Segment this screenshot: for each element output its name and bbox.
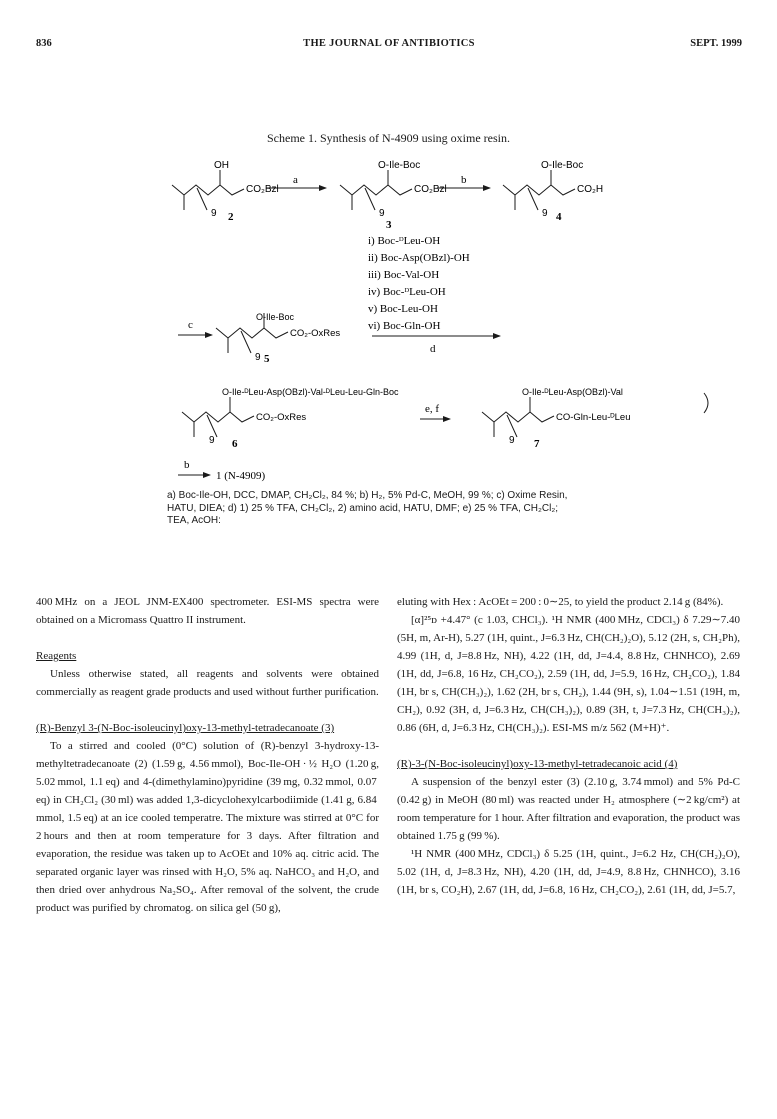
step-d-4: iv) Boc-ᴰLeu-OH	[368, 286, 446, 298]
step-d-6: vi) Boc-Gln-OH	[368, 320, 441, 332]
step-d-5: v) Boc-Leu-OH	[368, 303, 438, 315]
issue-date: SEPT. 1999	[690, 38, 742, 49]
c4-acid: CO₂H	[577, 184, 604, 195]
c5-number: 5	[264, 353, 270, 365]
step-d-3: iii) Boc-Val-OH	[368, 269, 440, 281]
c6-ester: CO₂-OxRes	[256, 412, 307, 423]
c6-substituent: O-Ile-ᴰLeu-Asp(OBzl)-Val-ᴰLeu-Leu-Gln-Boc	[222, 387, 399, 397]
scheme-conditions	[167, 490, 637, 528]
final-product: 1 (N-4909)	[216, 470, 266, 482]
arrow-b-label: b	[461, 174, 467, 186]
c7-end: CO-Gln-Leu-ᴰLeu	[556, 412, 631, 423]
compound-3-nmr: [α]²⁵ᴅ +4.47° (c 1.03, CHCl₃). ¹H NMR (400 MHz, CDCl₃) δ 7.29∼7.40 (5H, m, Ar-H), 5.27 (1H, quint., J=6.3 Hz, CH(CH₂)₂O), 5.12 (2H, s, CH₂Ph), 4.99 (1H, d, J=8.8 Hz, NH), 4.22 (1H, dd, J=4.4, 8.8 Hz, CHNHCO), 2.69 (1H, dd, J=6.8, 16 Hz, CH₂CO₂), 2.59 (1H, dd, J=5.9, 16 Hz, CH₂CO₂), 1.84 (1H, br s, CH(CH₃)₂), 1.62 (2H, br s, CH₂), 1.44 (9H, s), 1.04∼1.51 (19H, m, CH₂), 0.92 (3H, d, J=6.3 Hz, CH(CH₃)₂), 0.89 (3H, t, J=7.3 Hz, CH(CH₃)₂), 0.86 (6H, d, J=6.3 Hz, CH(CH₃)₂). ESI-MS m/z 562 (M+H)⁺.	[397, 614, 740, 734]
c2-repeat: 9	[211, 208, 217, 219]
compound-3-structure	[340, 170, 412, 210]
page-number: 836	[36, 38, 52, 49]
c5-substituent: O-Ile-Boc	[256, 312, 295, 322]
arrow-b-final-label: b	[184, 459, 190, 471]
compound-3-procedure: To a stirred and cooled (0°C) solution of (R)-benzyl 3-hydroxy-13-methyltetradecanoate (2) (1.59 g, 4.56 mmol), Boc-Ile-OH · ½ H₂O (1.20 g, 5.02 mmol, 1.1 eq) and 4-(dimethylamino)pyridine (39 mg, 0.32 mmol, 0.07 eq) in CH₂Cl₂ (30 ml) was added 1,3-dicyclohexylcarbodiimide (1.41 g, 6.84 mmol, 1.5 eq) at an ice cooled temperatre. The mixture was stirred at 0°C for 2 hours and then at room temperature for 3 days. After filtration and evaporation, the residue was taken up to AcOEt and 10% aq. citric acid. The separated organic layer was rinsed with H₂O, 5% aq. NaHCO₃ and H₂O, and then dried over anhydrous Na₂SO₄. After removal of the solvent, the crude product was purified by chromatog. on silica gel (50 g),	[36, 740, 379, 914]
compound-4-heading: (R)-3-(N-Boc-isoleucinyl)oxy-13-methyl-tetradecanoic acid (4)	[397, 758, 678, 770]
arrow-d-label: d	[430, 343, 436, 355]
c3-repeat: 9	[379, 208, 385, 219]
compound-6-structure	[182, 397, 254, 437]
right-column	[397, 593, 740, 899]
arrow-a-label: a	[293, 174, 298, 186]
step-d-1: i) Boc-ᴰLeu-OH	[368, 235, 441, 247]
c3-ester: CO₂Bzl	[414, 184, 447, 195]
instrument-paragraph: 400 MHz on a JEOL JNM-EX400 spectrometer. ESI-MS spectra were obtained on a Micromass Quattro II instrument.	[36, 596, 379, 626]
c6-repeat: 9	[209, 435, 215, 446]
reagents-heading: Reagents	[36, 650, 77, 662]
c5-repeat: 9	[255, 352, 261, 363]
c2-number: 2	[228, 211, 234, 223]
journal-name: THE JOURNAL OF ANTIBIOTICS	[303, 38, 475, 49]
compound-3-heading: (R)-Benzyl 3-(N-Boc-isoleucinyl)oxy-13-methyl-tetradecanoate (3)	[36, 722, 335, 734]
c2-ester: CO₂Bzl	[246, 184, 279, 195]
c4-repeat: 9	[542, 208, 548, 219]
step-d-2: ii) Boc-Asp(OBzl)-OH	[368, 252, 470, 264]
arrow-c-label: c	[188, 319, 193, 331]
c4-substituent: O-Ile-Boc	[541, 160, 584, 171]
scheme-title: Scheme 1. Synthesis of N-4909 using oxime resin.	[267, 131, 510, 145]
c3-number: 3	[386, 219, 392, 231]
c6-number: 6	[232, 438, 238, 450]
elution-paragraph: eluting with Hex : AcOEt = 200 : 0∼25, to yield the product 2.14 g (84%).	[397, 596, 724, 608]
c7-substituent: O-Ile-ᴰLeu-Asp(OBzl)-Val	[522, 387, 623, 397]
arrow-ef-label: e, f	[425, 403, 440, 415]
left-column	[36, 593, 379, 917]
compound-4-nmr: ¹H NMR (400 MHz, CDCl₃) δ 5.25 (1H, quint., J=6.2 Hz, CH(CH₂)₂O), 5.02 (1H, d, J=8.3 Hz, NH), 4.20 (1H, dd, J=4.9, 8.8 Hz, CHNHCO), 3.16 (1H, br s, CO₂H), 2.67 (1H, dd, J=6.8, 16 Hz, CH₂CO₂), 2.61 (1H, dd, J=5.7,	[397, 848, 740, 896]
running-header	[36, 38, 742, 54]
c4-number: 4	[556, 211, 562, 223]
c7-number: 7	[534, 438, 540, 450]
c7-repeat: 9	[509, 435, 515, 446]
conditions-line-2: HATU, DIEA; d) 1) 25 % TFA, CH₂Cl₂, 2) amino acid, HATU, DMF; e) 25 % TFA, CH₂Cl₂;	[167, 502, 558, 514]
reagents-paragraph: Unless otherwise stated, all reagents and solvents were obtained commercially as reagent grade products and used without further purification.	[36, 668, 379, 698]
compound-4-structure	[503, 170, 575, 210]
compound-2-structure	[172, 170, 244, 210]
c2-substituent: OH	[214, 160, 229, 171]
c5-ester: CO₂-OxRes	[290, 328, 341, 339]
conditions-line-3: TEA, AcOH:	[167, 515, 221, 526]
conditions-line-1: a) Boc-Ile-OH, DCC, DMAP, CH₂Cl₂, 84 %; b) H₂, 5% Pd-C, MeOH, 99 %; c) Oxime Resin,	[167, 490, 568, 501]
compound-4-procedure: A suspension of the benzyl ester (3) (2.10 g, 3.74 mmol) and 5% Pd-C (0.42 g) in MeOH (80 ml) was reacted under H₂ atmosphere (∼2 kg/cm²) at room temperature for 1 hour. After filtration and evaporation, the product was obtained 1.75 g (99 %).	[397, 776, 740, 842]
c3-substituent: O-Ile-Boc	[378, 160, 421, 171]
